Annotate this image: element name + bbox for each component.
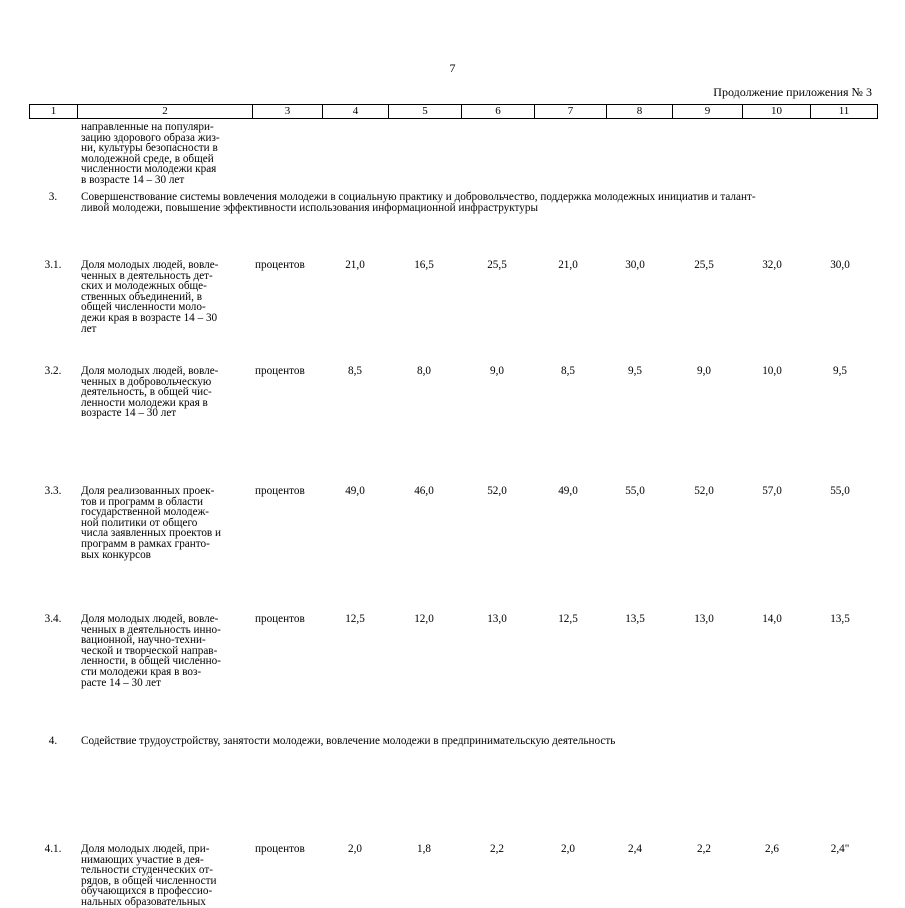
header-cell: 5 [389,105,462,119]
continuation-label: Продолжение приложения № 3 [713,85,872,99]
value-cell: 13,0 [694,613,714,625]
value-cell: 1,8 [417,843,431,855]
value-cell: 32,0 [762,259,782,271]
indicator-name: направленные на популяри- зацию здорового образа жиз- ни, культуры безопасности в молодежной среде, в общей численности молодежи края в возрасте 14 – 30 лет [81,121,220,186]
value-cell: 49,0 [558,485,578,497]
row-number: 3.4. [44,613,62,625]
value-cell: 21,0 [558,259,578,271]
value-cell: 25,5 [487,259,507,271]
value-cell: 8,5 [348,365,362,377]
value-cell: 16,5 [414,259,434,271]
value-cell: 30,0 [830,259,850,271]
section-number: 3. [48,191,58,203]
header-cell: 11 [811,105,878,119]
section-title-line: Содействие трудоустройству, занятости молодежи, вовлечение молодежи в предпринимательскую деятельность [81,735,616,747]
value-cell: 30,0 [625,259,645,271]
row-number: 3.2. [44,365,62,377]
header-cell: 2 [78,105,253,119]
value-cell: 13,5 [830,613,850,625]
value-cell: 9,5 [628,365,642,377]
value-cell: 57,0 [762,485,782,497]
value-cell: 12,0 [414,613,434,625]
indicator-name: Доля молодых людей, вовле- ченных в деятельность дет- ских и молодежных обще- ственных объединений, в общей численности моло- дежи края в возрасте 14 – 30 лет [81,259,219,335]
value-cell: 2,0 [348,843,362,855]
value-cell: 13,0 [487,613,507,625]
value-cell: 8,0 [417,365,431,377]
row-number: 3.3. [44,485,62,497]
value-cell: 52,0 [487,485,507,497]
header-cell: 10 [743,105,811,119]
value-cell: 25,5 [694,259,714,271]
value-cell: 46,0 [414,485,434,497]
unit: процентов [255,613,305,625]
header-cell: 3 [253,105,323,119]
header-cell: 8 [607,105,673,119]
value-cell: 2,4" [830,843,850,855]
column-number-header [29,104,878,119]
unit: процентов [255,365,305,377]
section-title-line: Совершенствование системы вовлечения молодежи в социальную практику и добровольчество, поддержка молодежных инициатив и талант- [81,191,756,203]
value-cell: 9,0 [490,365,504,377]
row-number: 3.1. [44,259,62,271]
header-cell: 6 [462,105,535,119]
section-number: 4. [48,735,58,747]
unit: процентов [255,485,305,497]
value-cell: 52,0 [694,485,714,497]
value-cell: 2,2 [697,843,711,855]
indicator-name: Доля молодых людей, вовле- ченных в добровольческую деятельность, в общей чис- ленности молодежи края в возрасте 14 – 30 лет [81,365,219,420]
value-cell: 12,5 [558,613,578,625]
indicator-name: Доля реализованных проек- тов и программ в области государственной молодеж- ной политики от общего числа заявленных проектов и программ в рамках гранто- вых конкурсов [81,485,221,561]
value-cell: 2,2 [490,843,504,855]
page-number: 7 [449,61,456,75]
header-row [30,105,878,119]
indicator-name: Доля молодых людей, при- нимающих участие в дея- тельности студенческих от- рядов, в общей численности обучающихся в профессио- нальных образовательных [81,843,217,908]
value-cell: 49,0 [345,485,365,497]
row-number: 4.1. [44,843,62,855]
value-cell: 2,0 [561,843,575,855]
value-cell: 55,0 [625,485,645,497]
value-cell: 9,5 [833,365,847,377]
value-cell: 10,0 [762,365,782,377]
header-cell: 1 [30,105,78,119]
value-cell: 21,0 [345,259,365,271]
section-title-line: ливой молодежи, повышение эффективности использования информационной инфраструктуры [81,201,538,214]
value-cell: 8,5 [561,365,575,377]
value-cell: 14,0 [762,613,782,625]
indicator-name: Доля молодых людей, вовле- ченных в деятельность инно- вационной, научно-техни- ческой и творческой направ- ленности, в общей численно- сти молодежи края в воз- расте 14 – 30 лет [81,613,221,689]
value-cell: 12,5 [345,613,365,625]
value-cell: 13,5 [625,613,645,625]
header-cell: 4 [323,105,389,119]
value-cell: 55,0 [830,485,850,497]
value-cell: 9,0 [697,365,711,377]
header-cell: 7 [535,105,607,119]
value-cell: 2,4 [628,843,642,855]
unit: процентов [255,843,305,855]
value-cell: 2,6 [765,843,779,855]
unit: процентов [255,259,305,271]
header-cell: 9 [673,105,743,119]
